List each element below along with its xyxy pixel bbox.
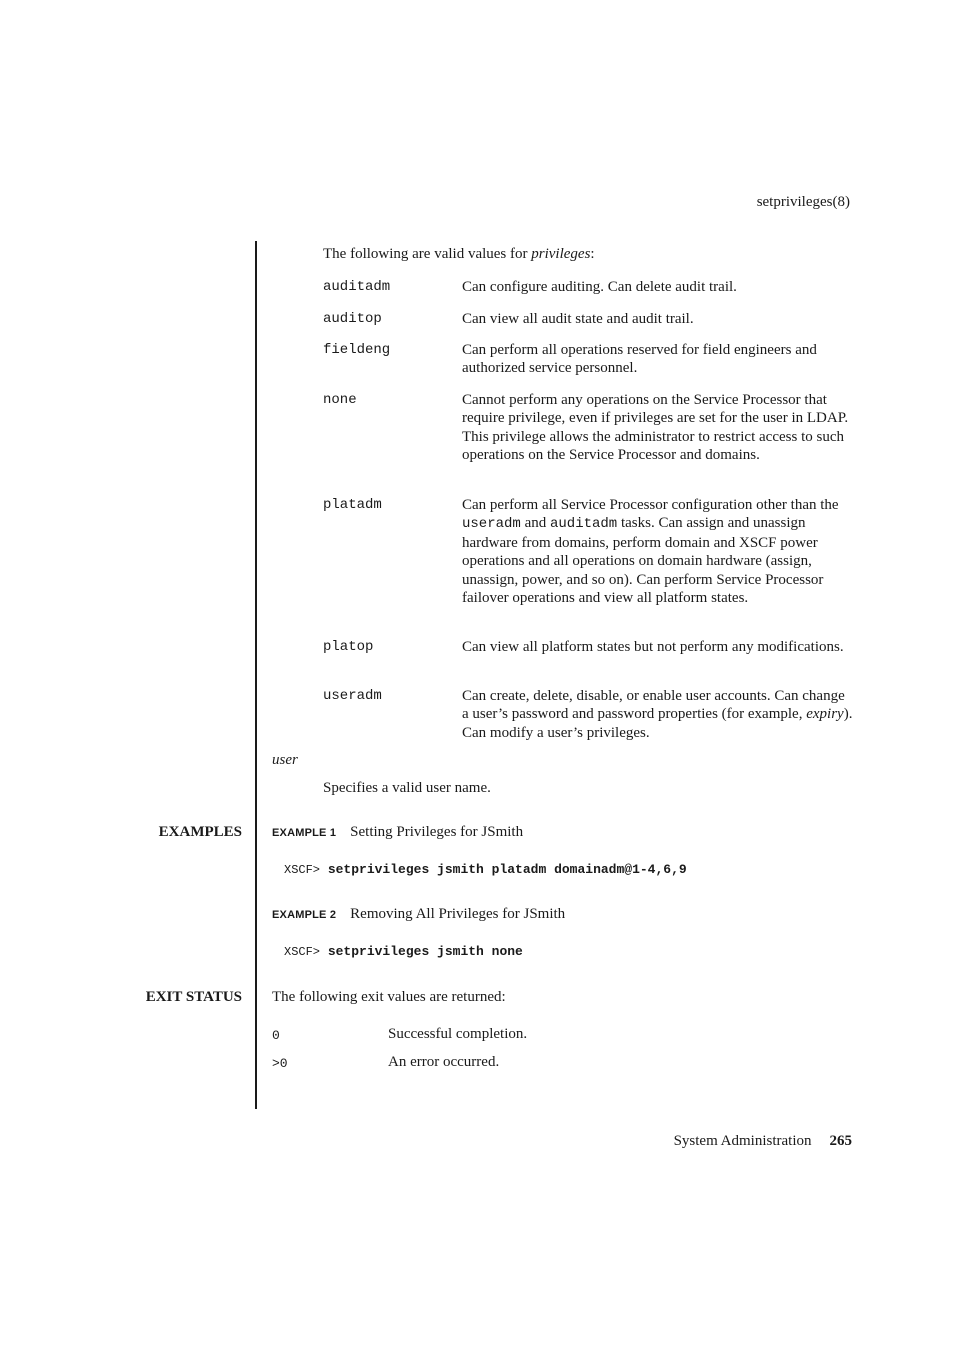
shell-command: setprivileges jsmith platadm domainadm@1-4,6,9 — [327, 862, 687, 877]
example-1-code — [284, 862, 687, 877]
desc-text: ). Can modify a user’s privileges. — [462, 706, 853, 741]
privilege-term: fieldeng — [323, 342, 391, 358]
example-2-code — [284, 944, 523, 959]
footer-title: System Administration — [673, 1133, 812, 1149]
page-footer — [674, 1133, 852, 1150]
privilege-term: auditop — [323, 311, 382, 327]
privileges-intro — [323, 246, 595, 263]
desc-text: tasks. Can assign and unassign hardware from domains, perform domain and XSCF power operations and all operations on domain hardware (assign, unassign, power, and so on). Can perform Service Processor failover operations and view all platform states. — [462, 515, 824, 607]
privilege-term: platadm — [323, 497, 382, 513]
exit-desc: An error occurred. — [388, 1054, 500, 1070]
example-1-title — [272, 824, 523, 841]
privilege-desc: Cannot perform any operations on the Service Processor that require privilege, even if privileges are set for the user in LDAP. This privilege allows the administrator to restrict access to such operations on the Service Processor and domains. — [462, 392, 849, 464]
privilege-desc: Can view all platform states but not perform any modifications. — [462, 639, 844, 655]
privilege-term: useradm — [323, 688, 382, 704]
intro-term: privileges — [531, 246, 591, 262]
example-label: EXAMPLE 1 — [272, 827, 337, 839]
margin-rule — [255, 241, 257, 1109]
exit-status-intro: The following exit values are returned: — [272, 989, 506, 1005]
privilege-term: none — [323, 392, 357, 408]
operand-user-desc: Specifies a valid user name. — [323, 780, 491, 796]
operand-user: user — [272, 752, 298, 768]
privilege-desc — [462, 687, 854, 742]
desc-text: Can create, delete, disable, or enable user accounts. Can change a user’s password and password properties (for example, — [462, 688, 845, 723]
privilege-desc: Can view all audit state and audit trail. — [462, 311, 694, 327]
desc-code: auditadm — [549, 516, 618, 533]
example-title: Removing All Privileges for JSmith — [350, 906, 566, 922]
intro-text: The following are valid values for — [323, 246, 532, 262]
privilege-term: auditadm — [323, 279, 391, 295]
example-2-title — [272, 906, 565, 923]
desc-code: useradm — [462, 516, 521, 533]
privilege-desc — [462, 496, 854, 607]
intro-colon: : — [590, 246, 595, 262]
privilege-desc: Can configure auditing. Can delete audit trail. — [462, 279, 737, 295]
exit-status-heading: EXIT STATUS — [145, 989, 242, 1005]
shell-command: setprivileges jsmith none — [327, 944, 523, 959]
examples-heading: EXAMPLES — [158, 824, 242, 840]
privilege-desc: Can perform all operations reserved for field engineers and authorized service personnel. — [462, 342, 817, 377]
shell-prompt: XSCF> — [284, 945, 321, 959]
desc-text: and — [520, 515, 550, 532]
desc-emphasis: expiry — [806, 706, 844, 723]
page-number: 265 — [829, 1133, 852, 1149]
example-title: Setting Privileges for JSmith — [350, 824, 524, 840]
shell-prompt: XSCF> — [284, 863, 321, 877]
exit-desc: Successful completion. — [388, 1026, 528, 1042]
exit-code: >0 — [272, 1056, 288, 1071]
privilege-term: platop — [323, 639, 374, 655]
exit-code: 0 — [272, 1028, 280, 1043]
example-label: EXAMPLE 2 — [272, 909, 337, 921]
running-header: setprivileges(8) — [756, 194, 850, 210]
desc-text: Can perform all Service Processor configuration other than the — [462, 497, 839, 513]
